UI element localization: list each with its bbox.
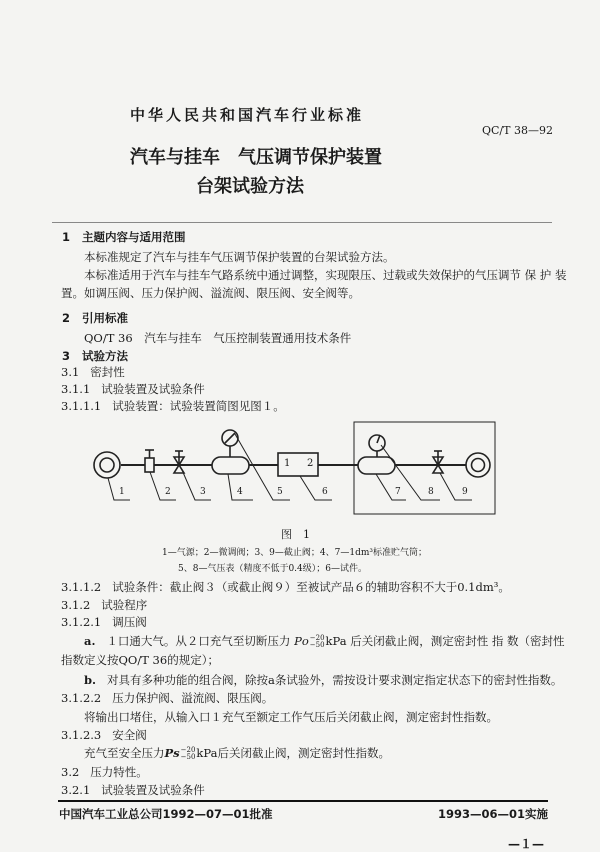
figure-legend: 1—气源；2—微调阀；3、9—截止阀；4、7—1dm³标准贮气筒； xyxy=(162,548,427,558)
diagram-label: 5 xyxy=(277,487,283,497)
regulating-valve-icon xyxy=(145,458,154,472)
section-number: 1 xyxy=(62,230,71,244)
section-number: 3.2.1 xyxy=(61,783,91,797)
section-number: 3.1.2.2 xyxy=(61,691,102,705)
diagram-label: 8 xyxy=(428,487,434,497)
approval-date: 中国汽车工业总公司1992—07—01批准 xyxy=(59,807,273,821)
section-number: 3.1 xyxy=(61,365,80,379)
item-text: kPa 后关闭截止阀，测定密封性 指 数（密封性 xyxy=(325,634,565,648)
section-3-1-2-3-heading xyxy=(61,728,147,742)
reservoir-4-icon xyxy=(212,457,249,474)
section-title: 引用标准 xyxy=(82,311,129,325)
pressure-symbol: Ps xyxy=(164,746,180,760)
section-title: 安全阀 xyxy=(112,728,147,742)
section-3-1-2-heading xyxy=(61,598,147,612)
tolerance-lower: −50 xyxy=(309,641,325,649)
tolerance-upper: −20 xyxy=(309,634,325,642)
section-3-1-2-1-heading xyxy=(61,615,147,629)
document-subtitle: 台架试验方法 xyxy=(196,176,304,197)
tolerance-upper: −20 xyxy=(180,746,196,754)
footer-divider xyxy=(58,800,548,802)
figure-caption: 图 1 xyxy=(281,528,310,541)
item-b xyxy=(84,673,562,687)
diagram-label: 2 xyxy=(165,487,171,497)
tolerance xyxy=(181,747,196,761)
section-title: 试验装置及试验条件 xyxy=(101,382,205,396)
tolerance xyxy=(310,635,325,649)
standard-number: QC/T 38—92 xyxy=(482,124,553,137)
section-text: 试验装置：试验装置简图见图１。 xyxy=(112,399,285,413)
section-number: 3.1.2.3 xyxy=(61,728,102,742)
tolerance-lower: −50 xyxy=(180,753,196,761)
effective-date: 1993—06—01实施 xyxy=(438,807,549,821)
figure-legend: 5、8—气压表（精度不低于0.4级）；6—试件。 xyxy=(178,564,367,574)
outlet-icon xyxy=(466,453,490,477)
diagram-label: 9 xyxy=(462,487,468,497)
section-3-1-2-2-heading xyxy=(61,691,273,705)
reference-standard: QO/T 36 汽车与挂车 气压控制装置通用技术条件 xyxy=(84,331,352,345)
section-title: 试验方法 xyxy=(82,349,129,363)
paragraph: 置。如调压阀、压力保护阀、溢流阀、限压阀、安全阀等。 xyxy=(61,286,360,300)
section-3-1-1-2 xyxy=(61,580,510,594)
paragraph: 本标准规定了汽车与挂车气压调节保护装置的台架试验方法。 xyxy=(84,250,395,264)
section-title: 密封性 xyxy=(90,365,125,379)
section-title: 调压阀 xyxy=(112,615,147,629)
section-number: 3.1.1 xyxy=(61,382,91,396)
section-number: 3.1.1.2 xyxy=(61,580,102,594)
diagram-label: 4 xyxy=(237,487,243,497)
section-3-2-1-heading xyxy=(61,783,205,797)
item-text: 充气至安全压力 xyxy=(84,746,165,760)
section-number: 3.1.2.1 xyxy=(61,615,102,629)
item-text: 对具有多种功能的组合阀，除按a条试验外，需按设计要求测定指定状态下的密封性指数。 xyxy=(107,673,563,687)
paragraph: 本标准适用于汽车与挂车气路系统中通过调整，实现限压、过载或失效保护的气压调节 保 护 装 xyxy=(84,268,567,282)
item-text: kPa后关闭截止阀，测定密封性指数。 xyxy=(196,746,390,760)
section-title: 试验装置及试验条件 xyxy=(101,783,205,797)
item-label: a. xyxy=(84,634,96,648)
pressure-symbol: Pο xyxy=(294,634,309,648)
item-label: b. xyxy=(84,673,97,687)
diagram-label: 7 xyxy=(395,487,401,497)
diagram-label: 3 xyxy=(200,487,206,497)
section-3-2-heading xyxy=(61,765,148,779)
page-number: —１— xyxy=(508,837,545,851)
section-title: 试验程序 xyxy=(101,598,148,612)
section-title: 主题内容与适用范围 xyxy=(82,230,186,244)
section-number: 3.1.1.1 xyxy=(61,399,102,413)
section-number: 3.2 xyxy=(61,765,80,779)
section-text: 试验条件：截止阀３（或截止阀９）至被试产品６的辅助容积不大于0.1dm³。 xyxy=(112,580,510,594)
item-a xyxy=(84,634,565,649)
section-title: 压力保护阀、溢流阀、限压阀。 xyxy=(112,691,274,705)
section-number: 3.1.2 xyxy=(61,598,91,612)
paragraph: 将输出口堵住，从输入口１充气至额定工作气压后关闭截止阀，测定密封性指数。 xyxy=(84,710,498,724)
document-title: 汽车与挂车 气压调节保护装置 xyxy=(130,147,382,168)
item-a-continued: 指数定义按QO/T 36的规定）； xyxy=(61,653,219,667)
reservoir-7-icon xyxy=(358,457,395,474)
paragraph xyxy=(84,746,390,761)
diagram-label: 6 xyxy=(322,487,328,497)
air-source-icon xyxy=(94,452,120,478)
item-text: １口通大气。从２口充气至切断压力 xyxy=(106,634,291,648)
section-number: 3 xyxy=(62,349,71,363)
org-title: 中华人民共和国汽车行业标准 xyxy=(130,106,365,124)
port-out-label: 2 xyxy=(307,458,314,469)
port-in-label: 1 xyxy=(284,458,291,469)
diagram-label: 1 xyxy=(119,487,125,497)
section-title: 压力特性。 xyxy=(90,765,148,779)
section-number: 2 xyxy=(62,311,71,325)
